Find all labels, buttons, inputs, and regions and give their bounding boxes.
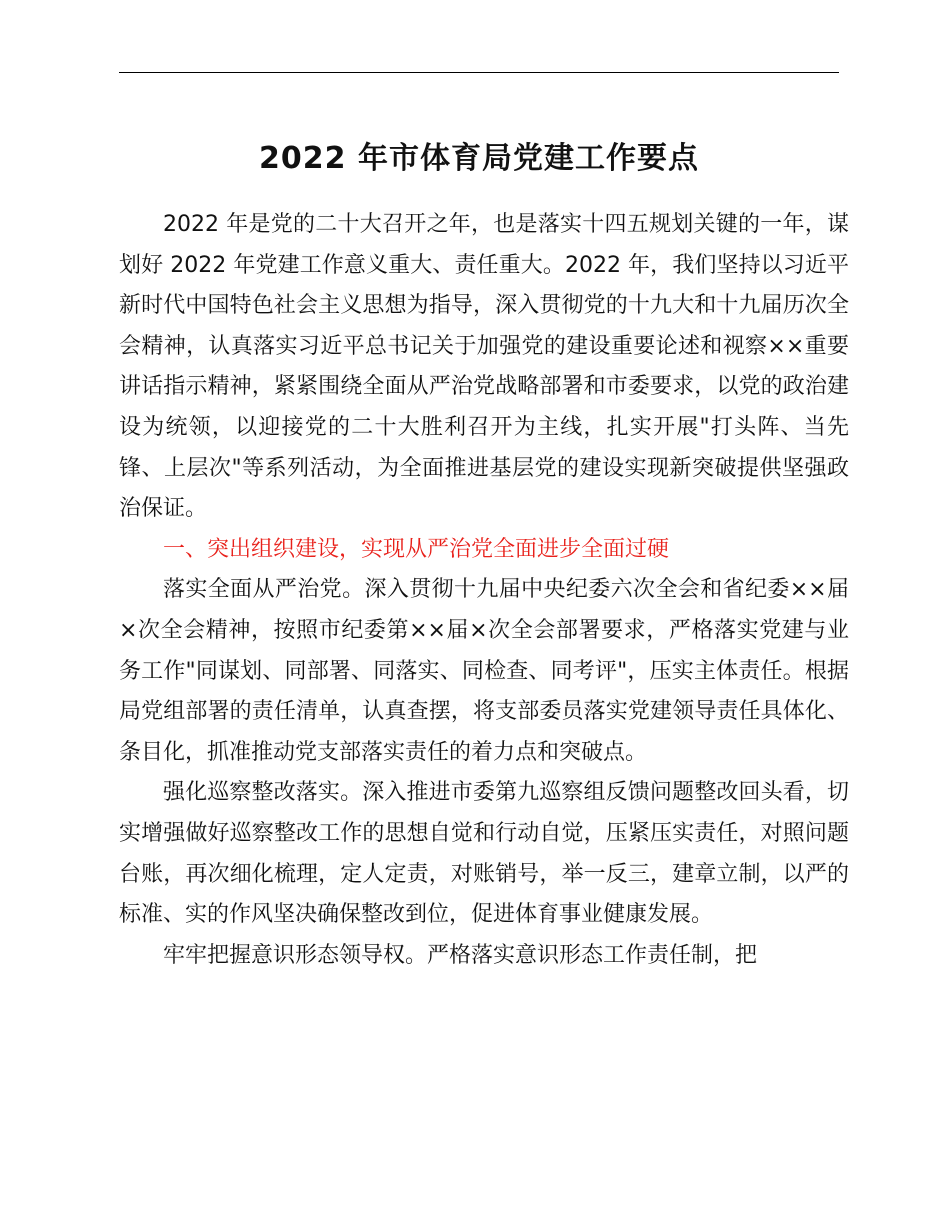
paragraph-strict-governance: 落实全面从严治党。深入贯彻十九届中央纪委六次全会和省纪委××届×次全会精神，按照市纪委第××届×次全会部署要求，严格落实党建与业务工作"同谋划、同部署、同落实、同检查、同考评"，压实主体责任。根据局党组部署的责任清单，认真查摆，将支部委员落实党建领导责任具体化、条目化，抓准推动党支部落实责任的着力点和突破点。 xyxy=(119,577,849,765)
paragraph-ideology-leadership: 牢牢把握意识形态领导权。严格落实意识形态工作责任制，把 xyxy=(163,942,758,968)
document-title: 2022 年市体育局党建工作要点 xyxy=(259,141,699,176)
document-body xyxy=(119,205,849,976)
paragraph-inspection-rectification: 强化巡察整改落实。深入推进市委第九巡察组反馈问题整改回头看，切实增强做好巡察整改工作的思想自觉和行动自觉，压紧压实责任，对照问题台账，再次细化梳理，定人定责，对账销号，举一反三，建章立制，以严的标准、实的作风坚决确保整改到位，促进体育事业健康发展。 xyxy=(119,780,849,928)
section-heading-1: 一、突出组织建设，实现从严治党全面进步全面过硬 xyxy=(163,536,670,562)
intro-paragraph: 2022 年是党的二十大召开之年，也是落实十四五规划关键的一年，谋划好 2022 年党建工作意义重大、责任重大。2022 年，我们坚持以习近平新时代中国特色社会主义思想为指导，深入贯彻党的十九大和十九届历次全会精神，认真落实习近平总书记关于加强党的建设重要论述和视察××重要讲话指示精神，紧紧围绕全面从严治党战略部署和市委要求，以党的政治建设为统领，以迎接党的二十大胜利召开为主线，扎实开展"打头阵、当先锋、上层次"等系列活动，为全面推进基层党的建设实现新突破提供坚强政治保证。 xyxy=(119,212,849,522)
header-rule xyxy=(119,72,839,73)
